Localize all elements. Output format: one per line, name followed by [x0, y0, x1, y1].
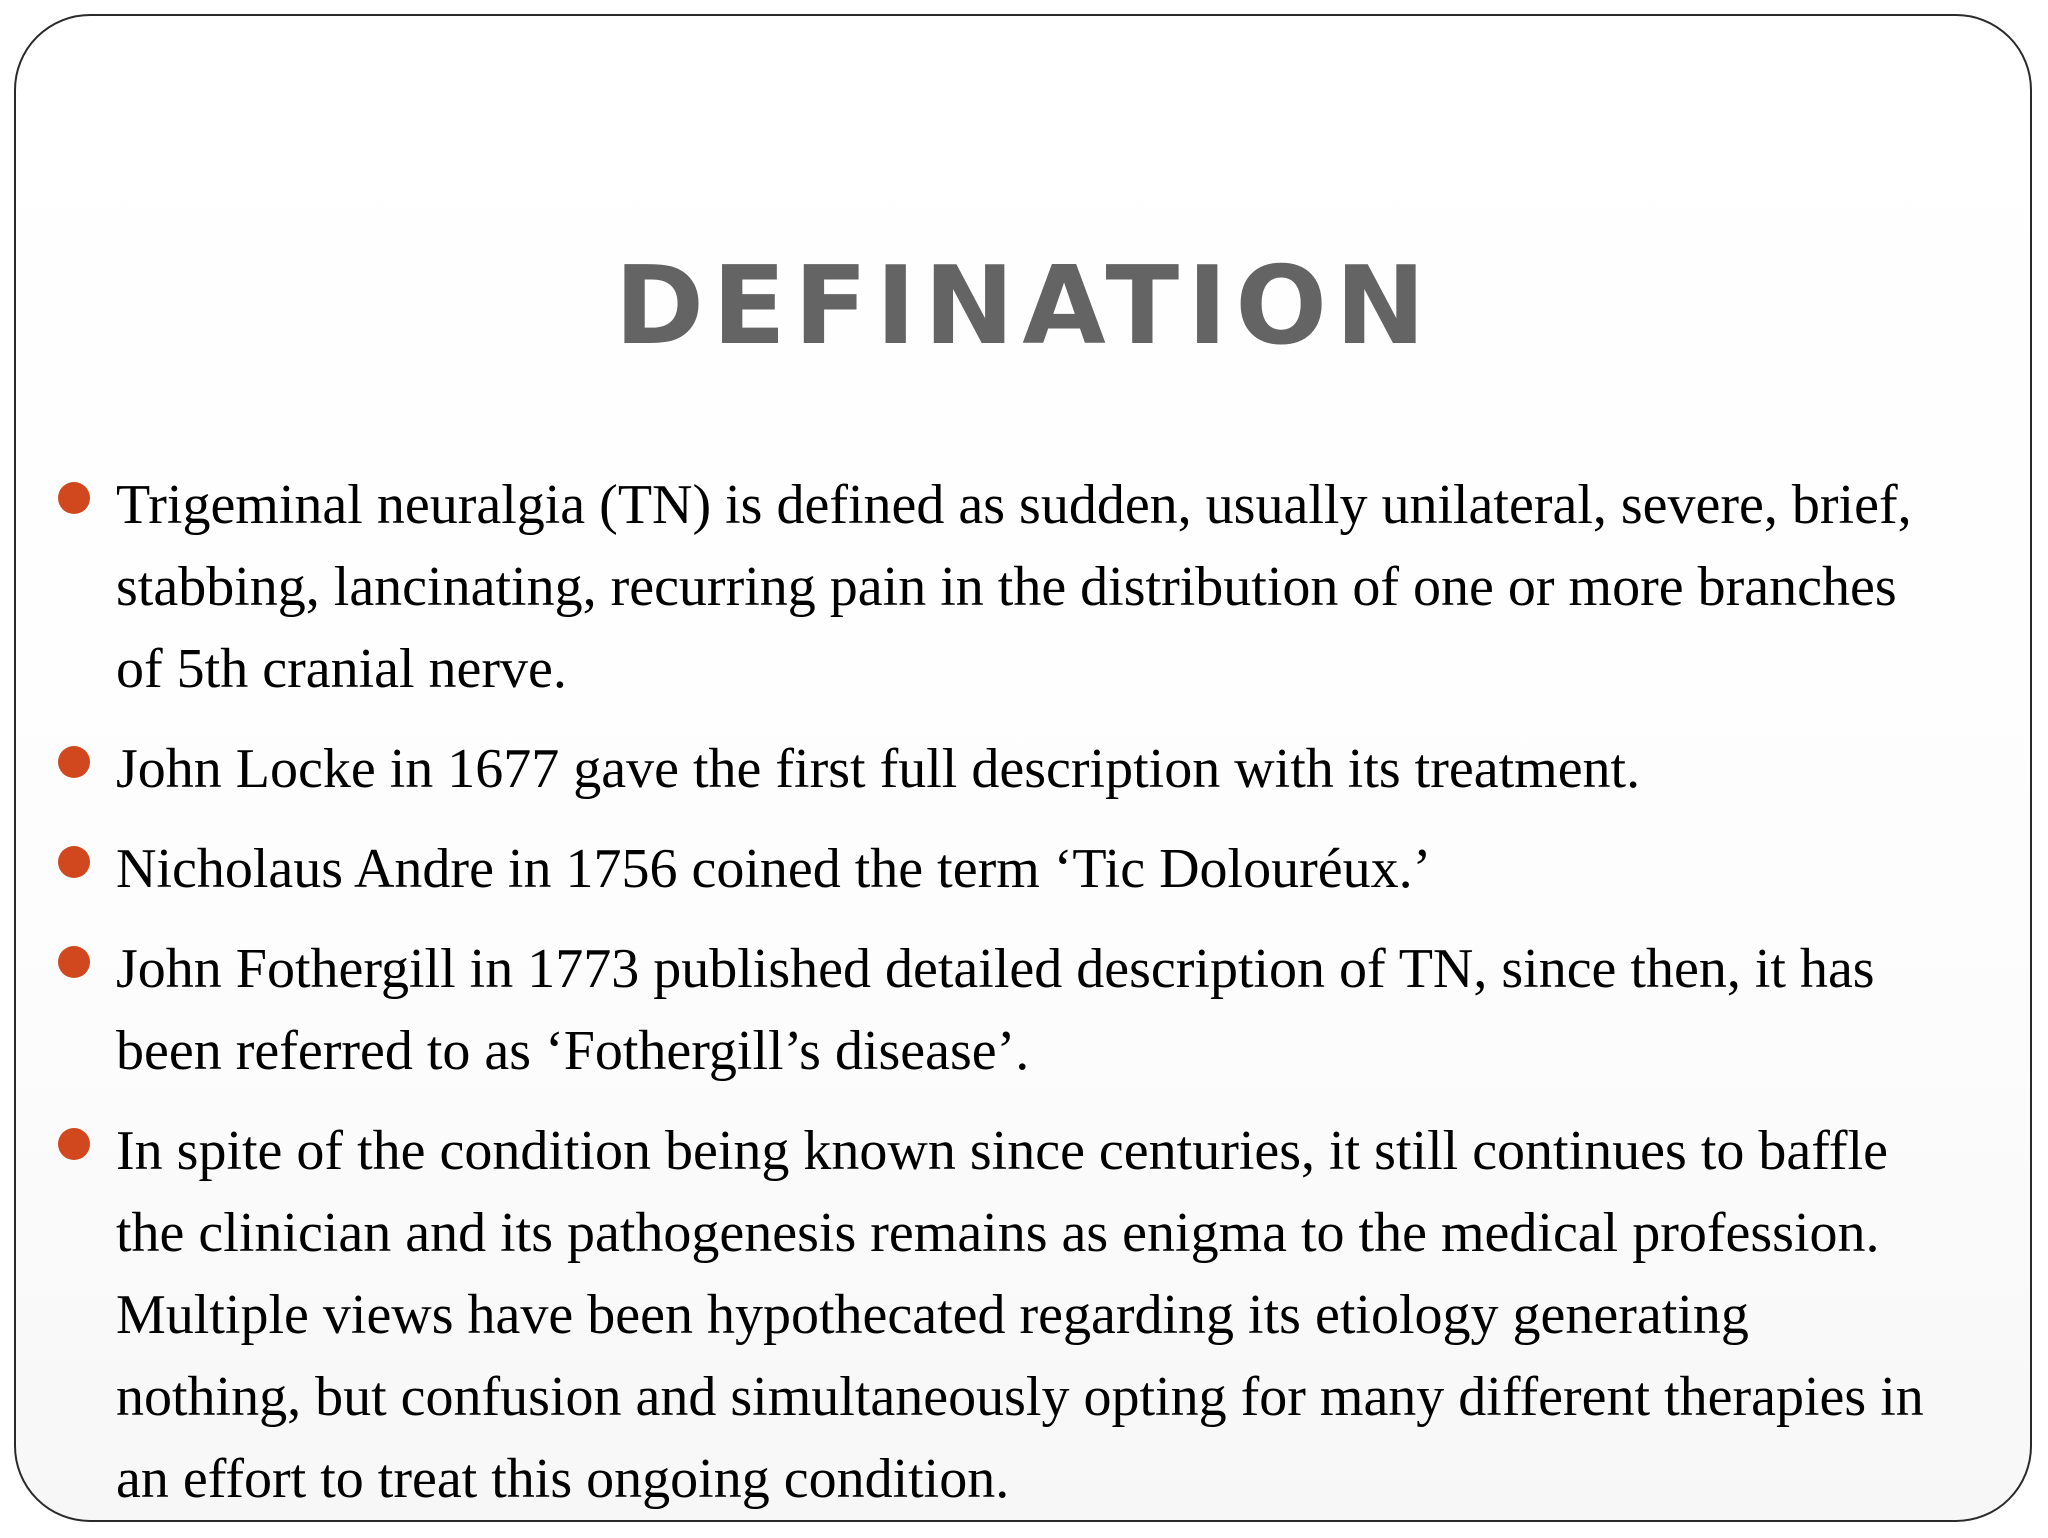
bullet-dot-icon — [58, 1128, 90, 1160]
bullet-item-locke — [116, 728, 1946, 810]
bullet-text: John Locke in 1677 gave the first full description with its treatment. — [116, 738, 1641, 800]
bullet-item-fothergill — [116, 928, 1946, 1092]
bullet-item-andre — [116, 828, 1946, 910]
bullet-item-pathogenesis — [116, 1110, 1946, 1520]
bullet-text: Trigeminal neuralgia (TN) is defined as sudden, usually unilateral, severe, brief, stabbing, lancinating, recurring pain in the distribution of one or more branches of 5th cranial nerve. — [116, 474, 1912, 700]
bullet-text: In spite of the condition being known since centuries, it still continues to baffle the clinician and its pathogenesis remains as enigma to the medical profession. Multiple views have been hypothecated regarding its etiology generating nothing, but confusion and simultaneously opting for many different therapies in an effort to treat this ongoing condition. — [116, 1120, 1924, 1510]
bullet-dot-icon — [58, 746, 90, 778]
bullet-item-definition — [116, 464, 1946, 710]
bullet-dot-icon — [58, 482, 90, 514]
bullet-text: John Fothergill in 1773 published detailed description of TN, since then, it has been referred to as ‘Fothergill’s disease’. — [116, 938, 1875, 1082]
bullet-list — [116, 464, 1946, 1538]
bullet-text: Nicholaus Andre in 1756 coined the term ‘Tic Dolouréux.’ — [116, 838, 1432, 900]
bullet-dot-icon — [58, 846, 90, 878]
bullet-dot-icon — [58, 946, 90, 978]
slide-title: DEFINATION — [614, 244, 1434, 369]
